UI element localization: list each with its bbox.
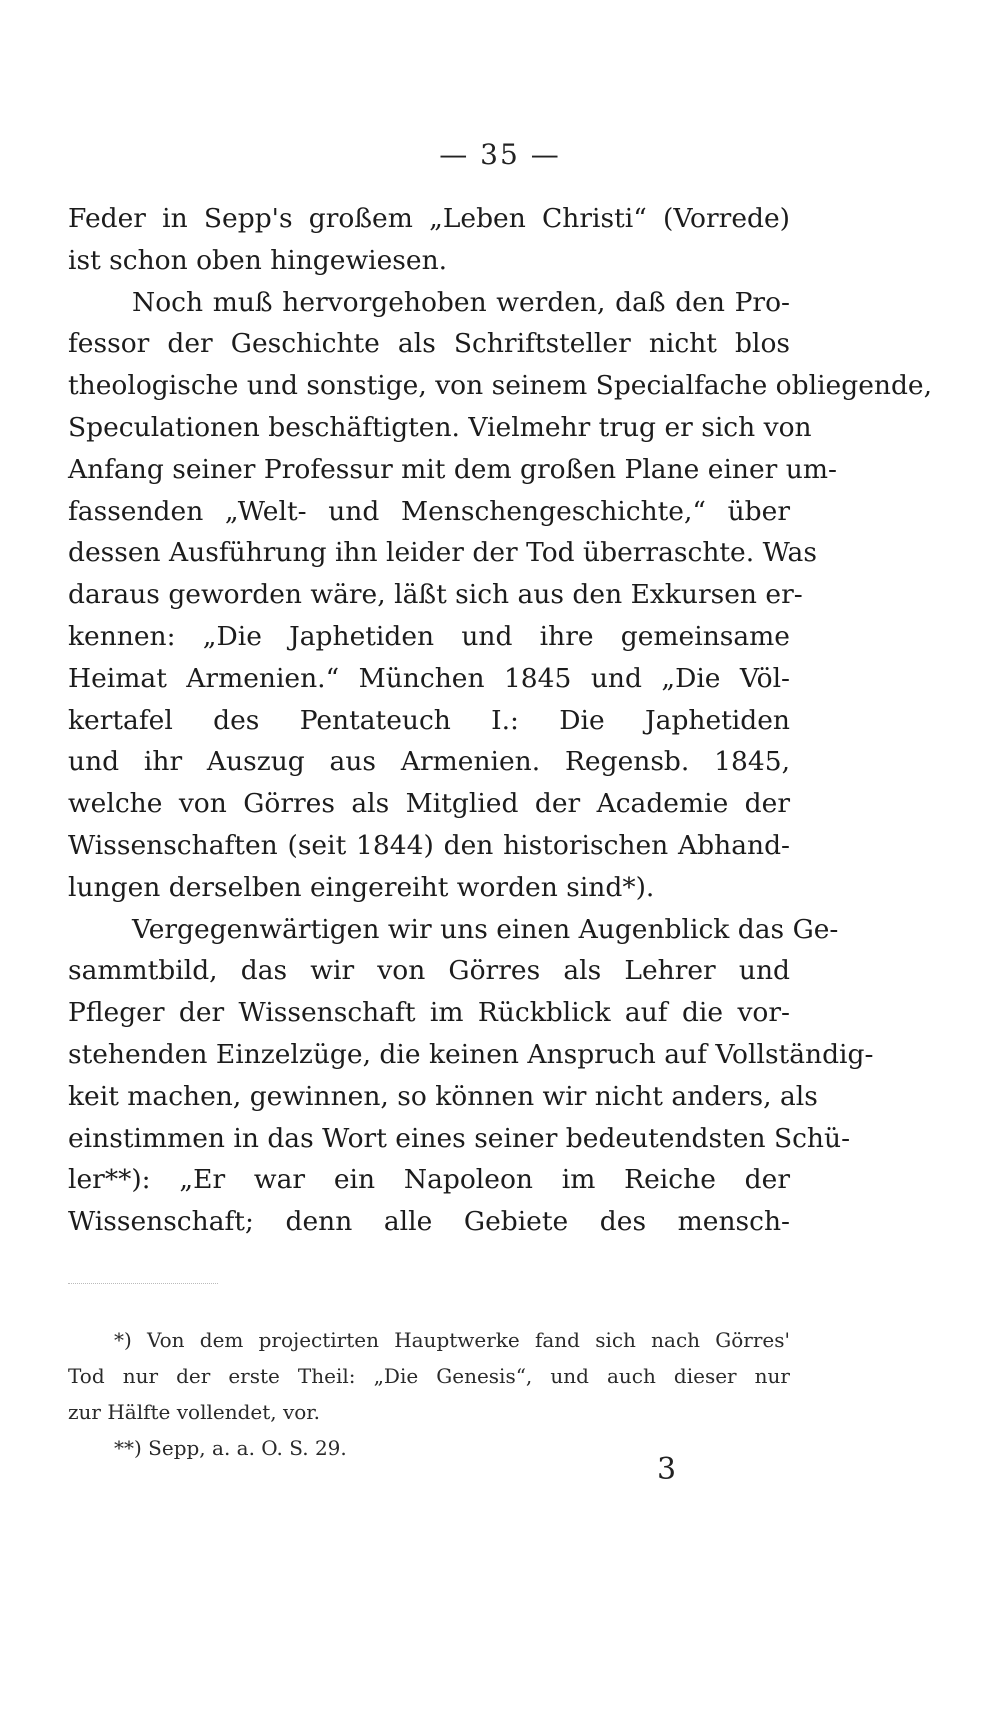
body-line: daraus geworden wäre, läßt sich aus den Exkursen er- [68,579,803,611]
body-line: fessor der Geschichte als Schriftsteller nicht blos [68,328,790,360]
body-line: Heimat Armenien.“ München 1845 und „Die Völ- [68,662,790,694]
body-line: Pfleger der Wissenschaft im Rückblick auf die vor- [68,997,790,1029]
footnote-line: Tod nur der erste Theil: „Die Genesis“, und auch dieser nur [68,1364,790,1388]
signature-mark: 3 [657,1452,677,1487]
body-line: kennen: „Die Japhetiden und ihre gemeinsame [68,620,790,652]
body-line: Speculationen beschäftigten. Vielmehr trug er sich von [68,411,812,443]
footnotes [68,1322,790,1466]
body-line: keit machen, gewinnen, so können wir nicht anders, als [68,1080,818,1112]
footnote-divider [68,1283,218,1284]
body-line: dessen Ausführung ihn leider der Tod überraschte. Was [68,537,817,569]
body-line: Noch muß hervorgehoben werden, daß den Pro- [132,286,790,318]
body-line: Wissenschaften (seit 1844) den historischen Abhand- [68,829,790,861]
body-line: theologische und sonstige, von seinem Specialfache obliegende, [68,370,933,402]
body-line: Wissenschaft; denn alle Gebiete des mensch- [68,1206,790,1238]
footnote-line: *) Von dem projectirten Hauptwerke fand sich nach Görres' [114,1328,790,1352]
body-line: Feder in Sepp's großem „Leben Christi“ (Vorrede) [68,203,790,234]
body-line: fassenden „Welt- und Menschengeschichte,“ über [68,495,790,527]
body-text [68,198,933,1243]
body-line: Vergegenwärtigen wir uns einen Augenblick das Ge- [132,913,839,945]
body-line: Anfang seiner Professur mit dem großen Plane einer um- [68,453,837,485]
footnote-line: **) Sepp, a. a. O. S. 29. [114,1436,347,1460]
body-line: einstimmen in das Wort eines seiner bedeutendsten Schü- [68,1122,851,1154]
body-line: welche von Görres als Mitglied der Academie der [68,788,790,820]
footnote-line: zur Hälfte vollendet, vor. [68,1400,321,1424]
body-line: kertafel des Pentateuch I.: Die Japhetiden [68,704,790,736]
body-line: ler**): „Er war ein Napoleon im Reiche der [68,1164,790,1196]
body-line: sammtbild, das wir von Görres als Lehrer und [68,955,790,987]
body-line: lungen derselben eingereiht worden sind*). [68,871,655,903]
page-number: — 35 — [439,138,561,171]
body-line: stehenden Einzelzüge, die keinen Anspruch auf Vollständig- [68,1038,874,1070]
body-line: ist schon oben hingewiesen. [68,244,448,276]
body-line: und ihr Auszug aus Armenien. Regensb. 1845, [68,746,790,778]
